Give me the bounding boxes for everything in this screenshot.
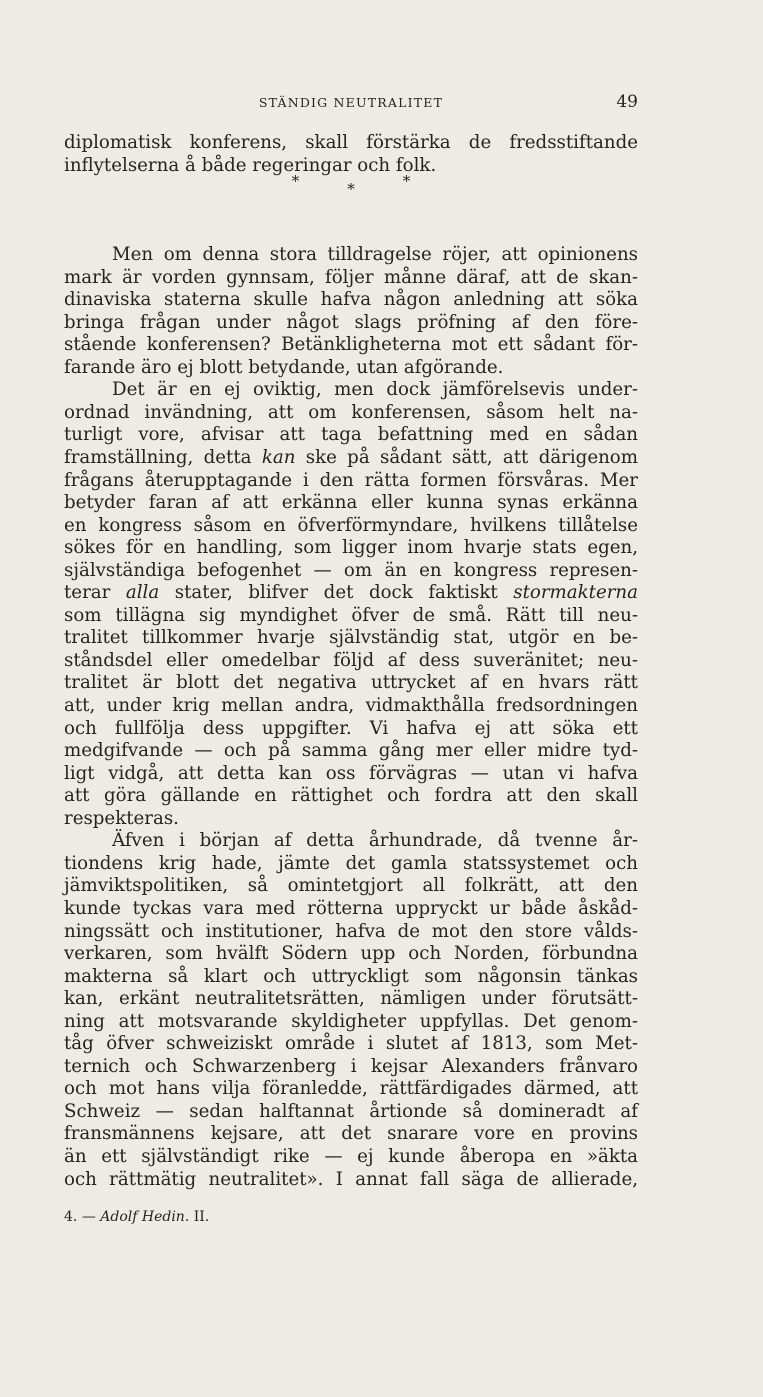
emphasis-text: kan [261, 447, 296, 469]
text-segment: en kongress såsom en öfverförmyndare, hvilkens tillåtelse [64, 514, 638, 536]
text-segment: terar [64, 582, 126, 604]
text-segment: och fullfölja dess uppgifter. Vi hafva ej att söka ett [64, 717, 638, 739]
text-line [64, 1011, 638, 1034]
text-segment: Schweiz — sedan halftannat årtionde så domineradt af [64, 1100, 638, 1122]
text-line [64, 244, 638, 267]
text-line [64, 921, 638, 944]
text-line [64, 1033, 638, 1056]
text-segment: självständiga befogenhet — om än en kongress represen- [64, 559, 638, 581]
text-segment: Det är en ej oviktig, men dock jämförelsevis under- [112, 379, 638, 401]
text-line [64, 1078, 638, 1101]
text-segment: ske på sådant sätt, att därigenom [295, 447, 638, 469]
text-segment: farande äro ej blott betydande, utan afgörande. [64, 356, 504, 378]
text-segment: tiondens krig hade, jämte det gamla statssystemet och [64, 852, 638, 874]
text-line [64, 853, 638, 876]
text-line [64, 155, 638, 178]
text-segment: diplomatisk konferens, skall förstärka de fredsstiftande [64, 132, 638, 153]
text-segment: tralitet tillkommer hvarje självständig stat, utgör en be- [64, 627, 638, 649]
text-segment: jämviktspolitiken, så omintetgjort all folkrätt, att den [64, 875, 638, 897]
text-segment: mark är vorden gynnsam, följer månne däraf, att de skan- [64, 266, 638, 288]
text-line [64, 492, 638, 515]
text-segment: som tillägna sig myndighet öfver de små. Rätt till neu- [64, 604, 638, 626]
text-line [64, 875, 638, 898]
page-header [64, 92, 638, 114]
emphasis-text: stormakterna [513, 582, 638, 604]
text-segment: ståndsdel eller omedelbar följd af dess suveränitet; neu- [64, 649, 638, 671]
asterisk-mark: * [291, 172, 300, 191]
text-line [64, 1169, 638, 1192]
text-line [64, 605, 638, 628]
text-segment: bringa frågan under något slags pröfning af den före- [64, 311, 638, 333]
text-segment: ning att motsvarande skyldigheter uppfyllas. Det genom- [64, 1010, 638, 1032]
text-line [64, 289, 638, 312]
text-segment: verkaren, som hvälft Södern upp och Norden, förbundna [64, 943, 638, 965]
text-segment: frågans återupptagande i den rätta formen försvåras. Mer [64, 469, 638, 491]
running-head: STÄNDIG NEUTRALITET [258, 95, 444, 110]
text-segment: medgifvande — och på samma gång mer eller midre tyd- [64, 740, 638, 762]
text-line [64, 740, 638, 763]
text-line [64, 515, 638, 538]
text-segment: kan, erkänt neutralitetsrätten, nämligen under förutsätt- [64, 988, 638, 1010]
text-line [64, 334, 638, 357]
text-line [64, 898, 638, 921]
text-segment: och mot hans vilja föranledde, rättfärdigades därmed, att [64, 1078, 638, 1100]
text-line [64, 447, 638, 470]
section-break-asterism [64, 172, 638, 244]
signature-mark [64, 1209, 209, 1225]
text-line [64, 1123, 638, 1146]
text-segment: dinaviska staterna skulle hafva någon anledning att söka [64, 289, 638, 311]
text-line [64, 695, 638, 718]
text-segment: tralitet är blott det negativa uttrycket af en hvars rätt [64, 672, 638, 694]
text-segment: ordnad invändning, att om konferensen, såsom helt na- [64, 401, 638, 423]
text-line [64, 379, 638, 402]
text-line [64, 808, 638, 831]
text-segment: ternich och Schwarzenberg i kejsar Alexanders frånvaro [64, 1055, 638, 1077]
text-line [64, 132, 638, 155]
body-text [64, 132, 638, 1191]
text-line [64, 830, 638, 853]
text-line [64, 560, 638, 583]
text-line [64, 966, 638, 989]
text-segment: inflytelserna å både regeringar och folk. [64, 154, 437, 176]
text-line [64, 1146, 638, 1169]
text-line [64, 424, 638, 447]
text-segment: att, under krig mellan andra, vidmakthålla fredsordningen [64, 695, 638, 717]
signature-volume: II. [193, 1209, 210, 1225]
text-segment: Men om denna stora tilldragelse röjer, att opinionens [112, 244, 638, 266]
asterisk-mark: * [347, 180, 355, 199]
text-segment: respekteras. [64, 807, 179, 829]
text-line [64, 582, 638, 605]
text-segment: än ett självständigt rike — ej kunde åberopa en »äkta [64, 1145, 638, 1167]
text-line [64, 763, 638, 786]
text-segment: fransmännens kejsare, att det snarare vore en provins [64, 1123, 638, 1145]
text-segment: ningssätt och institutioner, hafva de mot den store vålds- [64, 920, 638, 942]
text-segment: ligt vidgå, att detta kan oss förvägras — utan vi hafva [64, 762, 638, 784]
text-line [64, 470, 638, 493]
text-line [64, 312, 638, 335]
text-segment: sökes för en handling, som ligger inom hvarje stats egen, [64, 537, 638, 559]
text-segment: framställning, detta [64, 447, 262, 469]
signature-number: 4. [64, 1209, 78, 1225]
text-line [64, 943, 638, 966]
page-number: 49 [616, 92, 638, 112]
text-segment: och rättmätig neutralitet». I annat fall säga de allierade, [64, 1168, 638, 1190]
text-line [64, 785, 638, 808]
text-segment: turligt vore, afvisar att taga befattning med en sådan [64, 424, 638, 446]
text-line [64, 537, 638, 560]
text-line [64, 672, 638, 695]
text-line [64, 267, 638, 290]
signature-author: Adolf Hedin. [100, 1209, 190, 1225]
text-line [64, 357, 638, 380]
text-segment: stående konferensen? Betänkligheterna mot ett sådant för- [64, 334, 638, 356]
text-line [64, 627, 638, 650]
text-line [64, 650, 638, 673]
text-segment: kunde tyckas vara med rötterna uppryckt ur både åskåd- [64, 897, 638, 919]
text-line [64, 402, 638, 425]
signature-dash: — [81, 1209, 96, 1225]
text-line [64, 718, 638, 741]
asterisk-mark: * [402, 172, 411, 191]
text-segment: att göra gällande en rättighet och fordra att den skall [64, 785, 638, 807]
text-line [64, 1101, 638, 1124]
text-segment: stater, blifver det dock faktiskt [159, 582, 514, 604]
text-segment: betyder faran af att erkänna eller kunna synas erkänna [64, 492, 638, 514]
text-line [64, 988, 638, 1011]
text-segment: tåg öfver schweiziskt område i slutet af 1813, som Met- [64, 1033, 638, 1055]
emphasis-text: alla [125, 582, 160, 604]
text-line [64, 1056, 638, 1079]
text-segment: makterna så klart och uttryckligt som någonsin tänkas [64, 965, 638, 987]
text-segment: Äfven i början af detta århundrade, då tvenne år- [112, 830, 638, 852]
